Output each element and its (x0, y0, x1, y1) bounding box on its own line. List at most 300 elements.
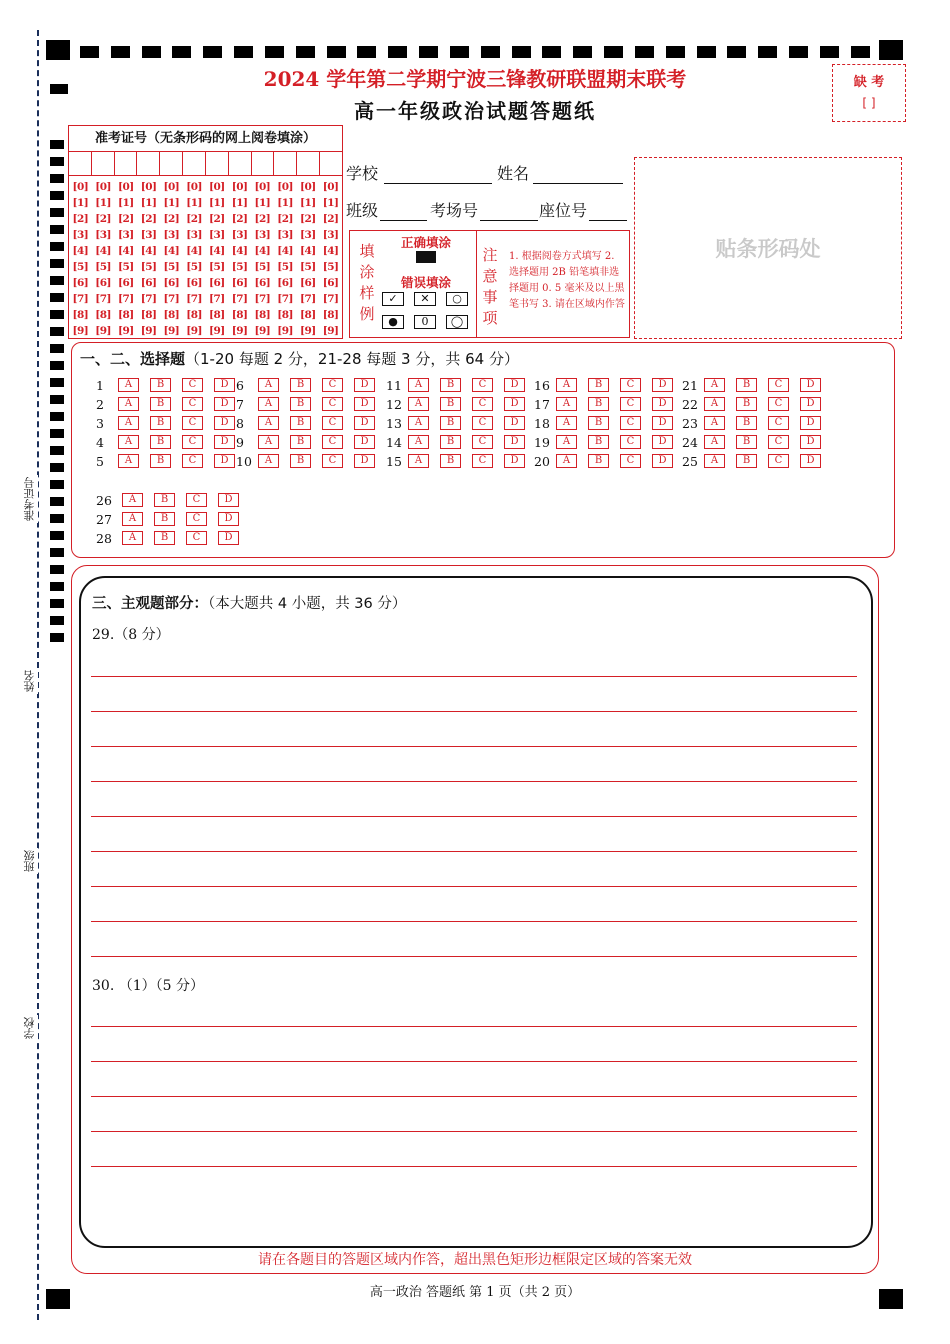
digit-bubble[interactable]: [8] (231, 309, 248, 321)
digit-bubble[interactable]: [2] (322, 213, 339, 225)
choice-question (682, 453, 832, 469)
digit-bubble[interactable]: [8] (186, 309, 202, 321)
digit-bubble[interactable]: [3] (118, 229, 134, 241)
option-bubble-d[interactable]: D (504, 435, 525, 449)
digit-bubble[interactable]: [1] (254, 197, 271, 209)
option-bubble-c[interactable]: C (620, 397, 641, 411)
digit-bubble[interactable]: [1] (322, 197, 339, 209)
option-bubble-b[interactable]: B (736, 454, 757, 468)
digit-bubble[interactable]: [7] (300, 293, 316, 305)
digit-bubble[interactable]: [6] (118, 277, 134, 289)
digit-bubble[interactable]: [5] (118, 261, 134, 273)
digit-bubble[interactable]: [8] (254, 309, 271, 321)
option-bubble-a[interactable]: A (118, 416, 139, 430)
option-bubble-c[interactable]: C (322, 416, 343, 430)
answer-line[interactable] (91, 676, 857, 677)
digit-bubble[interactable]: [7] (163, 293, 180, 305)
option-bubble-c[interactable]: C (620, 378, 641, 392)
option-bubble-c[interactable]: C (322, 397, 343, 411)
digit-bubble[interactable]: [2] (95, 213, 111, 225)
digit-bubble[interactable]: [4] (186, 245, 202, 257)
option-bubble-c[interactable]: C (768, 397, 789, 411)
option-bubble-d[interactable]: D (354, 435, 375, 449)
digit-bubble[interactable]: [1] (300, 197, 316, 209)
question-number: 18 (534, 415, 550, 431)
digit-bubble[interactable]: [7] (322, 293, 339, 305)
digit-bubble[interactable]: [9] (231, 325, 248, 337)
digit-bubble[interactable]: [9] (254, 325, 271, 337)
option-bubble-d[interactable]: D (652, 378, 673, 392)
digit-bubble[interactable]: [6] (163, 277, 180, 289)
option-bubble-b[interactable]: B (150, 416, 171, 430)
digit-bubble[interactable]: [7] (72, 293, 89, 305)
option-bubble-b[interactable]: B (150, 454, 171, 468)
exam-number-column[interactable] (206, 179, 229, 339)
digit-bubble[interactable]: [3] (140, 229, 157, 241)
choice-question (386, 415, 536, 431)
digit-bubble[interactable]: [9] (277, 325, 293, 337)
answer-line[interactable] (91, 921, 857, 922)
choice-question (236, 377, 386, 393)
choice-question (96, 415, 246, 431)
digit-bubble[interactable]: [9] (72, 325, 89, 337)
option-bubble-d[interactable]: D (218, 512, 239, 526)
answer-line[interactable] (91, 711, 857, 712)
option-bubble-d[interactable]: D (504, 416, 525, 430)
option-bubble-b[interactable]: B (150, 435, 171, 449)
option-bubble-c[interactable]: C (182, 416, 203, 430)
option-bubble-b[interactable]: B (150, 378, 171, 392)
digit-bubble[interactable]: [1] (163, 197, 180, 209)
answer-line[interactable] (91, 781, 857, 782)
option-bubble-c[interactable]: C (472, 378, 493, 392)
digit-bubble[interactable]: [6] (254, 277, 271, 289)
exam-number-column[interactable] (228, 179, 251, 339)
digit-bubble[interactable]: [1] (277, 197, 293, 209)
exam-number-column[interactable] (160, 179, 183, 339)
option-bubble-b[interactable]: B (440, 397, 461, 411)
absent-checkbox[interactable]: [ ] (862, 96, 876, 110)
digit-bubble[interactable]: [4] (254, 245, 271, 257)
digit-bubble[interactable]: [2] (277, 213, 293, 225)
option-bubble-a[interactable]: A (556, 378, 577, 392)
digit-bubble[interactable]: [6] (322, 277, 339, 289)
digit-bubble[interactable]: [1] (231, 197, 248, 209)
question-number: 28 (96, 530, 112, 546)
option-bubble-a[interactable]: A (704, 416, 725, 430)
option-bubble-b[interactable]: B (440, 416, 461, 430)
option-bubble-a[interactable]: A (122, 493, 143, 507)
option-bubble-c[interactable]: C (322, 378, 343, 392)
digit-bubble[interactable]: [2] (209, 213, 225, 225)
digit-bubble[interactable]: [4] (72, 245, 89, 257)
option-bubble-d[interactable]: D (504, 454, 525, 468)
digit-bubble[interactable]: [6] (209, 277, 225, 289)
option-bubble-d[interactable]: D (214, 435, 235, 449)
option-bubble-c[interactable]: C (182, 378, 203, 392)
option-bubble-b[interactable]: B (440, 435, 461, 449)
option-bubble-a[interactable]: A (118, 454, 139, 468)
option-bubble-a[interactable]: A (408, 416, 429, 430)
room-label: 考场号 (430, 201, 479, 220)
option-bubble-a[interactable]: A (704, 435, 725, 449)
digit-bubble[interactable]: [6] (300, 277, 316, 289)
option-bubble-b[interactable]: B (290, 435, 311, 449)
option-bubble-b[interactable]: B (150, 397, 171, 411)
digit-bubble[interactable]: [0] (254, 181, 271, 193)
digit-bubble[interactable]: [6] (277, 277, 293, 289)
digit-bubble[interactable]: [2] (72, 213, 89, 225)
option-bubble-b[interactable]: B (154, 531, 175, 545)
digit-bubble[interactable]: [3] (186, 229, 202, 241)
option-bubble-c[interactable]: C (768, 378, 789, 392)
option-bubble-a[interactable]: A (258, 435, 279, 449)
option-bubble-d[interactable]: D (652, 416, 673, 430)
digit-bubble[interactable]: [8] (140, 309, 157, 321)
option-bubble-b[interactable]: B (588, 397, 609, 411)
option-bubble-c[interactable]: C (182, 397, 203, 411)
digit-bubble[interactable]: [4] (118, 245, 134, 257)
digit-bubble[interactable]: [9] (163, 325, 180, 337)
digit-bubble[interactable]: [4] (322, 245, 339, 257)
exam-number-column[interactable] (274, 179, 297, 339)
digit-bubble[interactable]: [5] (322, 261, 339, 273)
option-bubble-b[interactable]: B (440, 454, 461, 468)
option-bubble-b[interactable]: B (736, 378, 757, 392)
question-number: 2 (96, 396, 104, 412)
digit-bubble[interactable]: [3] (72, 229, 89, 241)
fill-sample-box (349, 230, 477, 338)
digit-bubble[interactable]: [5] (95, 261, 111, 273)
digit-bubble[interactable]: [6] (186, 277, 202, 289)
name-field[interactable] (497, 161, 623, 184)
digit-bubble[interactable]: [8] (72, 309, 89, 321)
exam-number-column[interactable] (251, 179, 274, 339)
digit-bubble[interactable]: [4] (277, 245, 293, 257)
room-field[interactable] (430, 198, 538, 221)
option-bubble-c[interactable]: C (472, 397, 493, 411)
digit-bubble[interactable]: [0] (322, 181, 339, 193)
digit-bubble[interactable]: [3] (231, 229, 248, 241)
digit-bubble[interactable]: [5] (300, 261, 316, 273)
question-number: 5 (96, 453, 104, 469)
digit-bubble[interactable]: [7] (231, 293, 248, 305)
option-bubble-a[interactable]: A (556, 435, 577, 449)
answer-line[interactable] (91, 1166, 857, 1167)
exam-number-column[interactable] (69, 179, 92, 339)
option-bubble-b[interactable]: B (588, 435, 609, 449)
digit-bubble[interactable]: [6] (140, 277, 157, 289)
option-bubble-d[interactable]: D (354, 454, 375, 468)
class-label: 班级 (346, 201, 379, 220)
subjective-heading-bold: 三、主观题部分： (92, 596, 208, 612)
digit-bubble[interactable]: [8] (209, 309, 225, 321)
answer-line[interactable] (91, 1026, 857, 1027)
option-bubble-c[interactable]: C (182, 435, 203, 449)
digit-bubble[interactable]: [5] (209, 261, 225, 273)
option-bubble-d[interactable]: D (504, 397, 525, 411)
digit-bubble[interactable]: [1] (209, 197, 225, 209)
option-bubble-b[interactable]: B (736, 416, 757, 430)
digit-bubble[interactable]: [4] (140, 245, 157, 257)
option-bubble-d[interactable]: D (800, 397, 821, 411)
option-bubble-c[interactable]: C (620, 454, 641, 468)
option-bubble-c[interactable]: C (186, 512, 207, 526)
digit-bubble[interactable]: [4] (300, 245, 316, 257)
option-bubble-b[interactable]: B (290, 397, 311, 411)
digit-bubble[interactable]: [7] (95, 293, 111, 305)
digit-bubble[interactable]: [1] (140, 197, 157, 209)
digit-bubble[interactable]: [5] (163, 261, 180, 273)
digit-bubble[interactable]: [0] (186, 181, 202, 193)
option-bubble-b[interactable]: B (588, 454, 609, 468)
margin-label-class: 班级 (23, 850, 36, 872)
option-bubble-a[interactable]: A (704, 378, 725, 392)
option-bubble-d[interactable]: D (800, 435, 821, 449)
option-bubble-c[interactable]: C (322, 454, 343, 468)
option-bubble-d[interactable]: D (800, 416, 821, 430)
option-bubble-d[interactable]: D (652, 454, 673, 468)
option-bubble-d[interactable]: D (354, 378, 375, 392)
digit-bubble[interactable]: [5] (231, 261, 248, 273)
digit-bubble[interactable]: [0] (118, 181, 134, 193)
digit-bubble[interactable]: [9] (186, 325, 202, 337)
answer-line[interactable] (91, 1061, 857, 1062)
option-bubble-d[interactable]: D (354, 416, 375, 430)
choice-question (682, 377, 832, 393)
digit-bubble[interactable]: [4] (231, 245, 248, 257)
digit-bubble[interactable]: [0] (300, 181, 316, 193)
option-bubble-c[interactable]: C (322, 435, 343, 449)
option-bubble-a[interactable]: A (118, 435, 139, 449)
digit-bubble[interactable]: [1] (95, 197, 111, 209)
digit-bubble[interactable]: [2] (300, 213, 316, 225)
option-bubble-d[interactable]: D (800, 454, 821, 468)
school-field[interactable] (346, 161, 492, 184)
digit-bubble[interactable]: [9] (209, 325, 225, 337)
digit-bubble[interactable]: [0] (95, 181, 111, 193)
barcode-area[interactable]: 贴条形码处 (634, 157, 902, 339)
option-bubble-d[interactable]: D (214, 454, 235, 468)
digit-bubble[interactable]: [3] (300, 229, 316, 241)
exam-number-header: 准考证号（无条形码的网上阅卷填涂） (69, 126, 342, 152)
digit-bubble[interactable]: [1] (72, 197, 89, 209)
option-bubble-c[interactable]: C (182, 454, 203, 468)
digit-bubble[interactable]: [0] (163, 181, 180, 193)
exam-number-column[interactable] (92, 179, 115, 339)
option-bubble-c[interactable]: C (768, 416, 789, 430)
choice-question (96, 492, 250, 508)
option-bubble-a[interactable]: A (704, 454, 725, 468)
answer-line[interactable] (91, 851, 857, 852)
seat-field[interactable] (539, 198, 627, 221)
option-bubble-c[interactable]: C (620, 416, 641, 430)
digit-bubble[interactable]: [8] (277, 309, 293, 321)
digit-bubble[interactable]: [7] (277, 293, 293, 305)
option-bubble-c[interactable]: C (472, 435, 493, 449)
digit-bubble[interactable]: [2] (163, 213, 180, 225)
digit-bubble[interactable]: [9] (300, 325, 316, 337)
option-bubble-b[interactable]: B (588, 416, 609, 430)
digit-bubble[interactable]: [0] (209, 181, 225, 193)
option-bubble-c[interactable]: C (620, 435, 641, 449)
choice-question (682, 396, 832, 412)
option-bubble-d[interactable]: D (214, 378, 235, 392)
digit-bubble[interactable]: [0] (231, 181, 248, 193)
option-bubble-c[interactable]: C (472, 416, 493, 430)
digit-bubble[interactable]: [8] (95, 309, 111, 321)
digit-bubble[interactable]: [3] (163, 229, 180, 241)
option-bubble-d[interactable]: D (214, 416, 235, 430)
option-bubble-b[interactable]: B (588, 378, 609, 392)
option-bubble-b[interactable]: B (440, 378, 461, 392)
digit-bubble[interactable]: [9] (140, 325, 157, 337)
digit-bubble[interactable]: [8] (163, 309, 180, 321)
digit-bubble[interactable]: [7] (118, 293, 134, 305)
digit-bubble[interactable]: [4] (163, 245, 180, 257)
answer-line[interactable] (91, 746, 857, 747)
option-bubble-a[interactable]: A (118, 397, 139, 411)
option-bubble-a[interactable]: A (556, 454, 577, 468)
option-bubble-b[interactable]: B (736, 397, 757, 411)
margin-label-school: 学校 (23, 1017, 36, 1039)
digit-bubble[interactable]: [3] (322, 229, 339, 241)
exam-number-bubbles[interactable] (69, 176, 342, 339)
option-bubble-a[interactable]: A (122, 531, 143, 545)
digit-bubble[interactable]: [9] (95, 325, 111, 337)
digit-bubble[interactable]: [0] (277, 181, 293, 193)
answer-line[interactable] (91, 886, 857, 887)
digit-bubble[interactable]: [5] (254, 261, 271, 273)
digit-bubble[interactable]: [2] (118, 213, 134, 225)
digit-bubble[interactable]: [0] (72, 181, 89, 193)
exam-number-column[interactable] (137, 179, 160, 339)
subjective-heading (92, 592, 406, 613)
exam-number-column[interactable] (297, 179, 320, 339)
question-number: 15 (386, 453, 402, 469)
digit-bubble[interactable]: [2] (186, 213, 202, 225)
option-bubble-b[interactable]: B (736, 435, 757, 449)
digit-bubble[interactable]: [7] (254, 293, 271, 305)
option-bubble-b[interactable]: B (290, 416, 311, 430)
option-bubble-a[interactable]: A (556, 416, 577, 430)
option-bubble-c[interactable]: C (472, 454, 493, 468)
option-bubble-d[interactable]: D (214, 397, 235, 411)
option-bubble-a[interactable]: A (258, 416, 279, 430)
question-number: 26 (96, 492, 112, 508)
digit-bubble[interactable]: [9] (118, 325, 134, 337)
option-bubble-a[interactable]: A (408, 397, 429, 411)
question-30-label: 30. （1）（5 分） (92, 978, 204, 994)
digit-bubble[interactable]: [3] (277, 229, 293, 241)
digit-bubble[interactable]: [7] (186, 293, 202, 305)
option-bubble-d[interactable]: D (218, 531, 239, 545)
digit-bubble[interactable]: [7] (209, 293, 225, 305)
question-number: 1 (96, 377, 104, 393)
option-bubble-a[interactable]: A (408, 378, 429, 392)
question-number: 17 (534, 396, 550, 412)
digit-bubble[interactable]: [4] (209, 245, 225, 257)
option-bubble-a[interactable]: A (258, 454, 279, 468)
digit-bubble[interactable]: [7] (140, 293, 157, 305)
digit-bubble[interactable]: [5] (140, 261, 157, 273)
option-bubble-a[interactable]: A (704, 397, 725, 411)
option-bubble-c[interactable]: C (186, 531, 207, 545)
digit-bubble[interactable]: [2] (140, 213, 157, 225)
digit-bubble[interactable]: [6] (231, 277, 248, 289)
option-bubble-c[interactable]: C (186, 493, 207, 507)
absent-box[interactable] (832, 64, 906, 122)
digit-bubble[interactable]: [5] (277, 261, 293, 273)
question-number: 8 (236, 415, 244, 431)
digit-bubble[interactable]: [3] (254, 229, 271, 241)
option-bubble-d[interactable]: D (652, 435, 673, 449)
digit-bubble[interactable]: [3] (95, 229, 111, 241)
exam-number-column[interactable] (115, 179, 138, 339)
digit-bubble[interactable]: [9] (322, 325, 339, 337)
option-bubble-b[interactable]: B (290, 378, 311, 392)
option-bubble-a[interactable]: A (258, 397, 279, 411)
option-bubble-a[interactable]: A (556, 397, 577, 411)
answer-line[interactable] (91, 1096, 857, 1097)
digit-bubble[interactable]: [1] (186, 197, 202, 209)
option-bubble-b[interactable]: B (154, 493, 175, 507)
digit-bubble[interactable]: [0] (140, 181, 157, 193)
option-bubble-a[interactable]: A (408, 435, 429, 449)
digit-bubble[interactable]: [8] (322, 309, 339, 321)
digit-bubble[interactable]: [2] (231, 213, 248, 225)
answer-line[interactable] (91, 816, 857, 817)
question-number: 16 (534, 377, 550, 393)
digit-bubble[interactable]: [5] (72, 261, 89, 273)
option-bubble-a[interactable]: A (122, 512, 143, 526)
question-number: 12 (386, 396, 402, 412)
digit-bubble[interactable]: [5] (186, 261, 202, 273)
question-number: 19 (534, 434, 550, 450)
correct-fill-label: 正确填涂 (400, 235, 451, 250)
exam-number-write-row[interactable] (69, 152, 342, 176)
option-bubble-d[interactable]: D (218, 493, 239, 507)
digit-bubble[interactable]: [6] (72, 277, 89, 289)
question-number: 27 (96, 511, 112, 527)
digit-bubble[interactable]: [3] (209, 229, 225, 241)
exam-number-column[interactable] (319, 179, 342, 339)
digit-bubble[interactable]: [8] (118, 309, 134, 321)
answer-line[interactable] (91, 956, 857, 957)
class-field[interactable] (346, 198, 427, 221)
digit-bubble[interactable]: [6] (95, 277, 111, 289)
digit-bubble[interactable]: [2] (254, 213, 271, 225)
option-bubble-a[interactable]: A (408, 454, 429, 468)
option-bubble-b[interactable]: B (290, 454, 311, 468)
option-bubble-b[interactable]: B (154, 512, 175, 526)
digit-bubble[interactable]: [4] (95, 245, 111, 257)
answer-line[interactable] (91, 1131, 857, 1132)
option-bubble-a[interactable]: A (258, 378, 279, 392)
wrong-mark-cross-icon: ✕ (414, 292, 436, 306)
option-bubble-d[interactable]: D (800, 378, 821, 392)
option-bubble-c[interactable]: C (768, 435, 789, 449)
option-bubble-d[interactable]: D (354, 397, 375, 411)
question-number: 21 (682, 377, 698, 393)
option-bubble-c[interactable]: C (768, 454, 789, 468)
option-bubble-d[interactable]: D (652, 397, 673, 411)
option-bubble-d[interactable]: D (504, 378, 525, 392)
exam-number-column[interactable] (183, 179, 206, 339)
digit-bubble[interactable]: [1] (118, 197, 134, 209)
option-bubble-a[interactable]: A (118, 378, 139, 392)
digit-bubble[interactable]: [8] (300, 309, 316, 321)
